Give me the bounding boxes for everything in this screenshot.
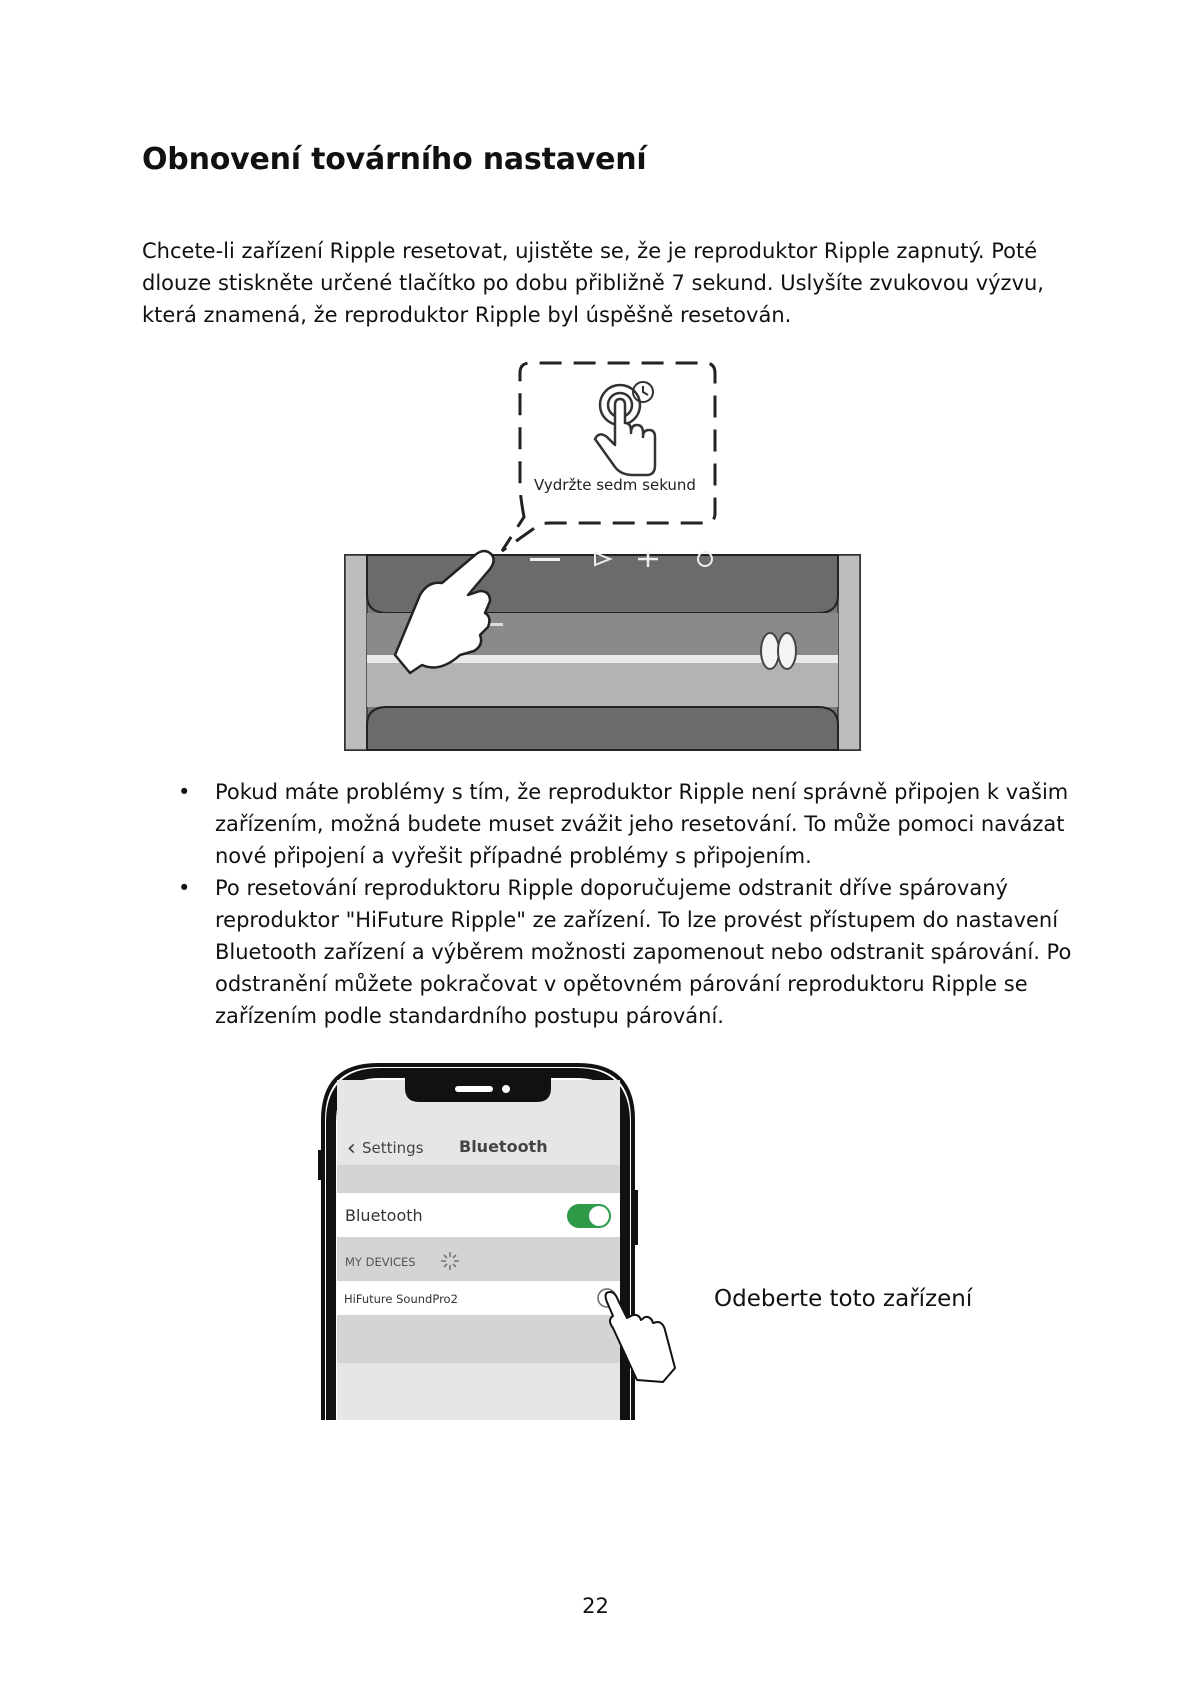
remove-device-caption: Odeberte toto zařízení [714, 1286, 973, 1312]
intro-paragraph: Chcete-li zařízení Ripple resetovat, ujistěte se, že je reproduktor Ripple zapnutý. Poté dlouze stiskněte určené tlačítko po dobu přibližně 7 sekund. Uslyšíte zvukovou výzvu, která znamená, že reproduktor Ripple byl úspěšně resetován. [142, 239, 1044, 327]
page-title: Obnovení továrního nastavení [142, 142, 647, 177]
bluetooth-label: Bluetooth [345, 1206, 423, 1225]
back-label[interactable]: Settings [362, 1139, 424, 1157]
list-item [142, 776, 1072, 872]
my-devices-section-label: MY DEVICES [345, 1255, 416, 1269]
screen-title: Bluetooth [459, 1137, 548, 1156]
back-chevron-icon[interactable]: ‹ [347, 1136, 356, 1161]
list-item-text: Pokud máte problémy s tím, že reproduktor Ripple není správně připojen k vašim zařízením, možná budete muset zvážit jeho resetování. To může pomoci navázat nové připojení a vyřešit případné problémy s připojením. [215, 780, 1069, 868]
phone-bluetooth-illustration [315, 1060, 685, 1420]
notes-list [142, 776, 1072, 1032]
bullet-marker: • [178, 876, 191, 900]
list-item-text: Po resetování reproduktoru Ripple doporučujeme odstranit dříve spárovaný reproduktor "HiFuture Ripple" ze zařízení. To lze provést přístupem do nastavení Bluetooth zařízení a výběrem možnosti zapomenout nebo odstranit spárování. Po odstranění můžete pokračovat v opětovném párování reproduktoru Ripple se zařízením podle standardního postupu párování. [215, 876, 1072, 1028]
press-finger-icon [595, 385, 655, 475]
callout-text: Vydržte sedm sekund [534, 476, 696, 494]
speaker-reset-illustration [340, 355, 870, 780]
page-number: 22 [582, 1594, 609, 1618]
list-item [142, 872, 1072, 1032]
bluetooth-toggle[interactable] [567, 1204, 611, 1228]
bullet-marker: • [178, 780, 191, 804]
device-name[interactable]: HiFuture SoundPro2 [344, 1292, 458, 1306]
